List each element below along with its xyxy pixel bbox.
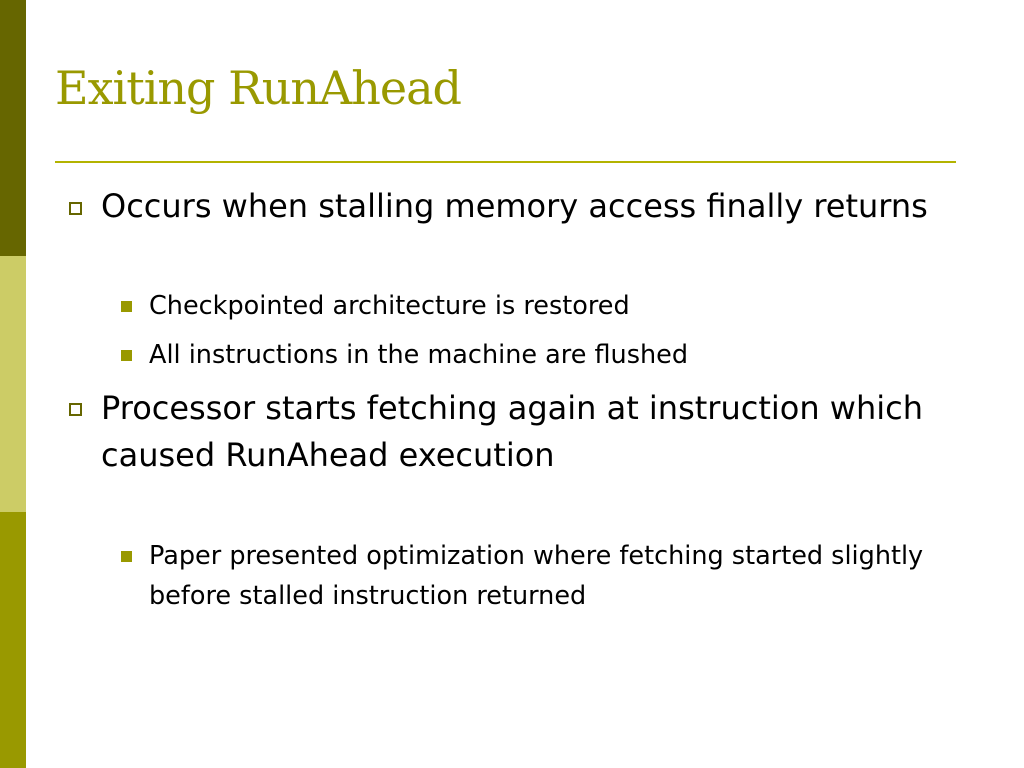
bullet-text: Occurs when stalling memory access finally returns	[101, 187, 928, 225]
square-bullet-icon	[121, 301, 132, 312]
slide-title: Exiting RunAhead	[55, 61, 461, 115]
bullet-text: Processor starts fetching again at instruction which caused RunAhead execution	[101, 389, 924, 474]
square-outline-bullet-icon	[69, 403, 82, 416]
sub-bullet-text: Checkpointed architecture is restored	[149, 291, 630, 321]
sub-bullet-text: Paper presented optimization where fetching started slightly before stalled instruction returned	[149, 541, 924, 611]
sidebar-bottom-segment	[0, 512, 26, 768]
square-bullet-icon	[121, 551, 132, 562]
sidebar-top-segment	[0, 0, 26, 256]
square-bullet-icon	[121, 350, 132, 361]
square-outline-bullet-icon	[69, 202, 82, 215]
sub-bullet-text: All instructions in the machine are flushed	[149, 340, 689, 370]
title-divider	[55, 161, 956, 163]
sidebar-middle-segment	[0, 256, 26, 512]
